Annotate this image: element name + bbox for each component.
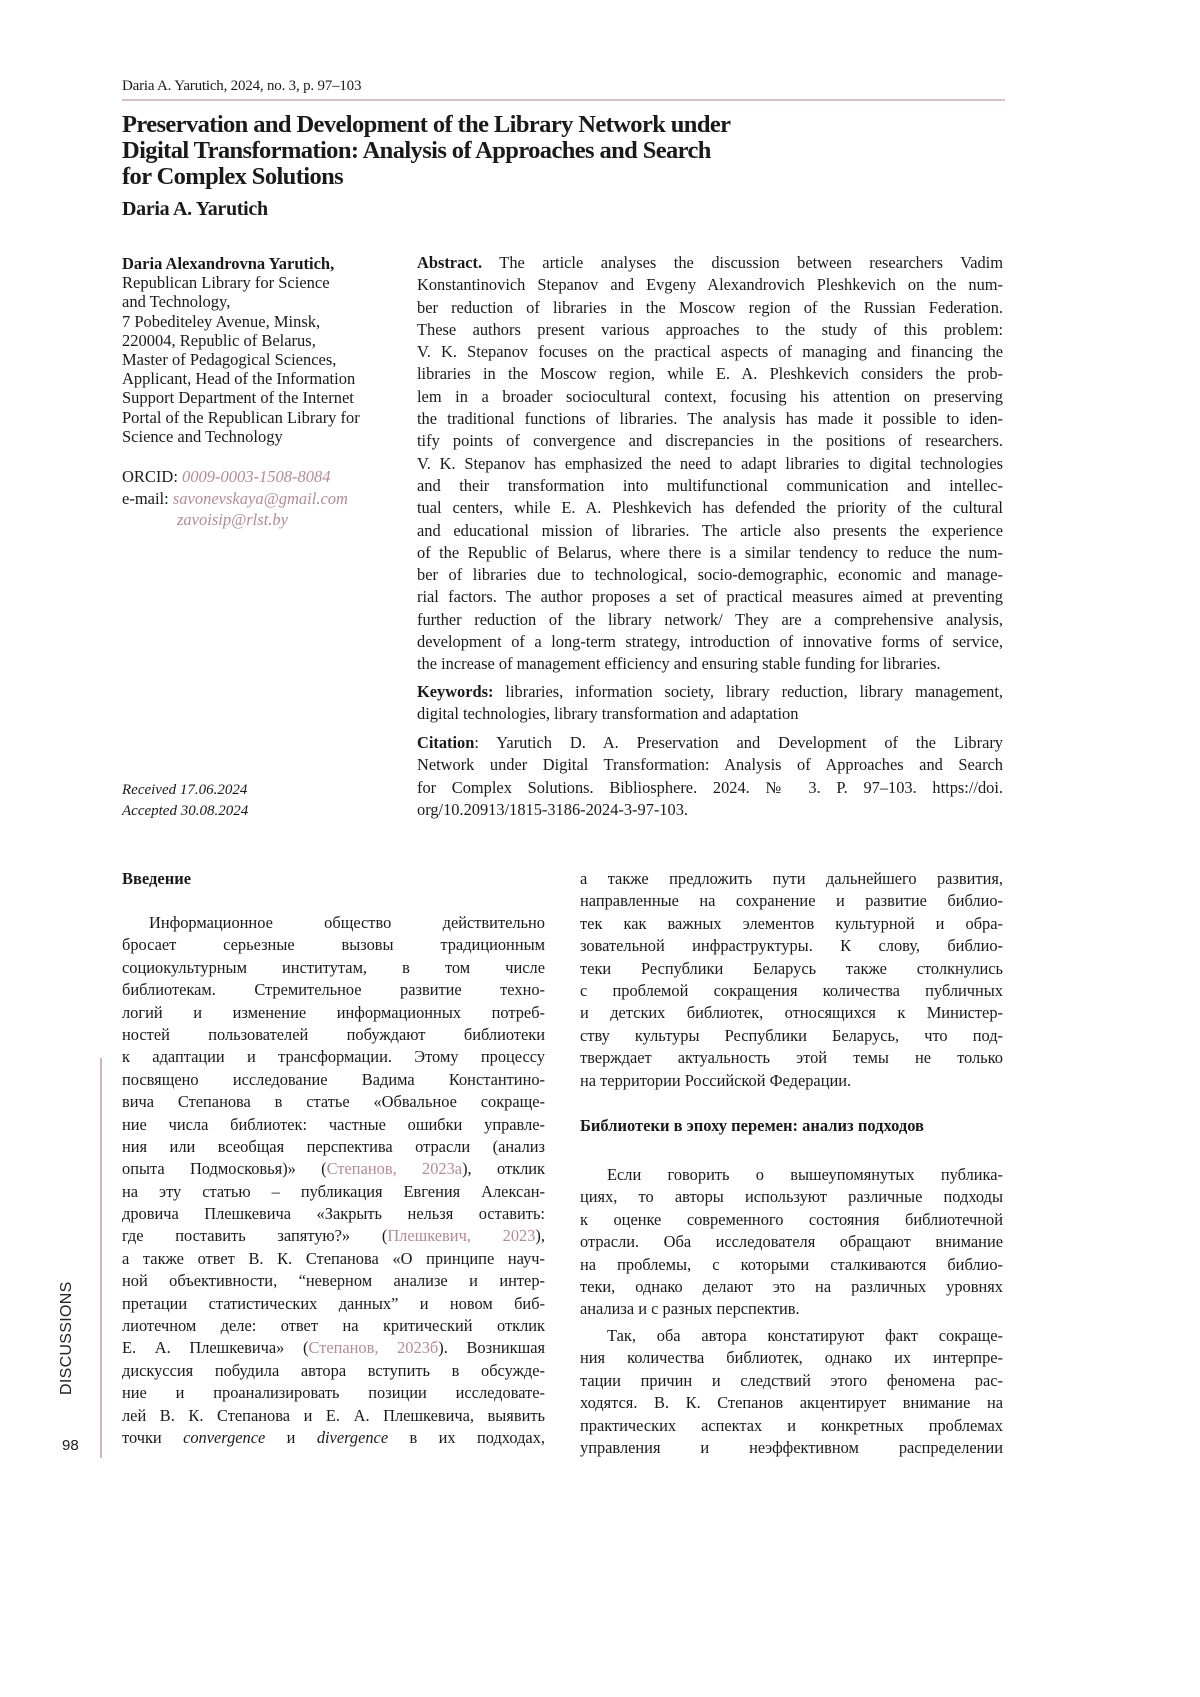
body-column-right-paragraph	[580, 1164, 1003, 1321]
text-segment: теки, однако делают это на различных уровнях	[580, 1277, 1003, 1296]
text-segment: ber reduction of libraries in the Moscow region of the Russian Federation.	[417, 298, 1003, 317]
text-segment: The article analyses the discussion between researchers Vadim	[482, 253, 1003, 272]
title-line: Preservation and Development of the Library Network under	[122, 112, 882, 138]
text-segment: the traditional functions of libraries. The analysis has made it possible to iden-	[417, 409, 1003, 428]
text-segment: ние числа библиотек: частные ошибки управле-	[122, 1115, 545, 1134]
text-line	[580, 1415, 1003, 1437]
text-line	[580, 1047, 1003, 1069]
affiliation-line: Republican Library for Science	[122, 273, 412, 292]
accepted-date: Accepted 30.08.2024	[122, 801, 248, 822]
text-segment: ния количества библиотек, однако их интерпре-	[580, 1348, 1003, 1367]
text-line	[417, 319, 1003, 341]
text-segment: and their transformation into multifunctional communication and intellec-	[417, 476, 1003, 495]
text-line	[580, 1002, 1003, 1024]
text-line	[122, 1114, 545, 1136]
text-segment: претации статистических данных” и новом биб-	[122, 1294, 545, 1313]
text-segment: tify points of convergence and discrepancies in the positions of researchers.	[417, 431, 1003, 450]
text-line	[580, 1325, 1003, 1347]
text-line	[580, 913, 1003, 935]
affiliation-line: Master of Pedagogical Sciences,	[122, 350, 412, 369]
text-line	[580, 1070, 1003, 1092]
text-segment: and educational mission of libraries. The article also presents the experience	[417, 521, 1003, 540]
sidebar-divider	[100, 1058, 102, 1458]
reference-link[interactable]: Степанов, 2023б	[308, 1338, 438, 1357]
text-segment: libraries in the Moscow region, while E. A. Pleshkevich considers the prob-	[417, 364, 1003, 383]
text-segment: управления и неэффективном распределении	[580, 1438, 1003, 1457]
text-line	[417, 653, 1003, 675]
text-line	[122, 1069, 545, 1091]
affiliation-line: Science and Technology	[122, 427, 412, 446]
text-segment: лей В. К. Степанова и Е. А. Плешкевича, выявить	[122, 1406, 545, 1425]
text-segment: бросает серьезные вызовы традиционным	[122, 935, 545, 954]
affiliation-line: Portal of the Republican Library for	[122, 408, 412, 427]
text-line	[122, 1293, 545, 1315]
text-segment: Konstantinovich Stepanov and Evgeny Alexandrovich Pleshkevich on the num-	[417, 275, 1003, 294]
body-column-right-paragraph	[580, 1325, 1003, 1459]
emphasis-text: divergence	[317, 1428, 388, 1447]
text-line	[417, 542, 1003, 564]
text-segment: теки Республики Беларусь также столкнулись	[580, 959, 1003, 978]
article-dates	[122, 780, 248, 821]
text-segment: циях, то авторы используют различные подходы	[580, 1187, 1003, 1206]
text-segment: и	[265, 1428, 317, 1447]
text-line	[580, 1298, 1003, 1320]
text-line	[580, 1347, 1003, 1369]
text-segment: digital technologies, library transformation and adaptation	[417, 704, 798, 723]
text-line	[122, 1270, 545, 1292]
section-heading-approaches: Библиотеки в эпоху перемен: анализ подходов	[580, 1116, 924, 1136]
text-segment: тек как важных элементов культурной и обра-	[580, 914, 1003, 933]
text-line	[122, 1337, 545, 1359]
body-column-right-paragraph	[580, 868, 1003, 1092]
text-segment: тации причин и следствий этого феномена рас-	[580, 1371, 1003, 1390]
text-segment: дровича Плешкевича «Закрыть нельзя оставить:	[122, 1204, 545, 1223]
text-segment: тверждает актуальность этой темы не только	[580, 1048, 1003, 1067]
text-line	[417, 799, 1003, 821]
email-link[interactable]: savonevskaya@gmail.com	[173, 489, 348, 508]
text-segment: libraries, information society, library reduction, library management,	[493, 682, 1003, 701]
text-line	[417, 453, 1003, 475]
text-line	[417, 681, 1003, 703]
text-segment: ). Возникшая	[438, 1338, 545, 1357]
section-label: DISCUSSIONS	[58, 1281, 76, 1395]
text-line	[580, 1209, 1003, 1231]
label-text: Abstract.	[417, 253, 482, 272]
email-label: e-mail:	[122, 489, 169, 508]
orcid-label: ORCID:	[122, 467, 178, 486]
page-number: 98	[62, 1437, 79, 1454]
text-segment: V. K. Stepanov focuses on the practical aspects of managing and financing the	[417, 342, 1003, 361]
text-segment: логий и изменение информационных потреб-	[122, 1003, 545, 1022]
section-heading-introduction: Введение	[122, 869, 191, 889]
affiliation-line: and Technology,	[122, 292, 412, 311]
text-line	[122, 957, 545, 979]
emphasis-text: convergence	[183, 1428, 265, 1447]
text-line	[417, 341, 1003, 363]
text-segment: development of a long-term strategy, introduction of innovative forms of service,	[417, 632, 1003, 651]
text-line	[580, 935, 1003, 957]
text-line	[122, 1360, 545, 1382]
text-segment: а также предложить пути дальнейшего развития,	[580, 869, 1003, 888]
text-line	[417, 363, 1003, 385]
text-line	[122, 1405, 545, 1427]
text-segment: на территории Российской Федерации.	[580, 1071, 851, 1090]
text-segment: практических аспектах и конкретных проблемах	[580, 1416, 1003, 1435]
affiliation-line: Support Department of the Internet	[122, 388, 412, 407]
reference-link[interactable]: Степанов, 2023а	[327, 1159, 462, 1178]
email-link[interactable]: zavoisip@rlst.by	[177, 510, 288, 529]
text-segment: посвящено исследование Вадима Константино-	[122, 1070, 545, 1089]
text-line	[580, 1164, 1003, 1186]
text-line	[417, 475, 1003, 497]
text-line	[122, 1427, 545, 1449]
title-line: for Complex Solutions	[122, 164, 882, 190]
text-line	[122, 1181, 545, 1203]
text-line	[580, 868, 1003, 890]
text-segment: с проблемой сокращения количества публичных	[580, 981, 1003, 1000]
text-segment: of the Republic of Belarus, where there is a similar tendency to reduce the num-	[417, 543, 1003, 562]
text-segment: Е. А. Плешкевича» (	[122, 1338, 308, 1357]
text-line	[122, 1248, 545, 1270]
text-line	[580, 1025, 1003, 1047]
author-full-name: Daria Alexandrovna Yarutich,	[122, 254, 334, 273]
keywords	[417, 681, 1003, 726]
text-segment: lem in a broader sociocultural context, focusing his attention on preserving	[417, 387, 1003, 406]
text-line	[417, 564, 1003, 586]
text-line	[417, 520, 1003, 542]
text-segment: for Complex Solutions. Bibliosphere. 2024. № 3. P. 97–103. https://doi.	[417, 778, 1003, 797]
text-segment: на проблемы, с которыми сталкиваются библио-	[580, 1255, 1003, 1274]
text-line	[417, 631, 1003, 653]
text-segment: отрасли. Оба исследователя обращают внимание	[580, 1232, 1003, 1251]
received-date: Received 17.06.2024	[122, 780, 248, 801]
text-segment: к оценке современного состояния библиотечной	[580, 1210, 1003, 1229]
text-line	[417, 586, 1003, 608]
body-column-left	[122, 912, 545, 1449]
text-segment: ние и проанализировать позиции исследовате-	[122, 1383, 545, 1402]
text-line	[122, 912, 545, 934]
text-segment: анализа и с разных перспектив.	[580, 1299, 800, 1318]
text-segment: зовательной инфраструктуры. К слову, библио-	[580, 936, 1003, 955]
text-segment: ), отклик	[462, 1159, 545, 1178]
text-segment: Network under Digital Transformation: Analysis of Approaches and Search	[417, 755, 1003, 774]
text-line	[122, 1024, 545, 1046]
text-line	[417, 408, 1003, 430]
text-segment: а также ответ В. К. Степанова «О принципе науч-	[122, 1249, 545, 1268]
reference-link[interactable]: Плешкевич, 2023	[387, 1226, 535, 1245]
affiliation-line: Applicant, Head of the Information	[122, 369, 412, 388]
text-segment: библиотекам. Стремительное развитие техно-	[122, 980, 545, 999]
text-line	[122, 1091, 545, 1113]
author-contacts	[122, 466, 348, 531]
text-line	[580, 890, 1003, 912]
affiliation-line: 7 Pobediteley Avenue, Minsk,	[122, 312, 412, 331]
text-segment: социокультурным институтам, в том числе	[122, 958, 545, 977]
text-line	[122, 1136, 545, 1158]
text-line	[580, 1276, 1003, 1298]
text-line	[580, 980, 1003, 1002]
text-line	[580, 1370, 1003, 1392]
text-line	[122, 934, 545, 956]
text-line	[122, 979, 545, 1001]
text-segment: the increase of management efficiency and ensuring stable funding for libraries.	[417, 654, 941, 673]
text-segment: где поставить запятую?» (	[122, 1226, 387, 1245]
text-segment: org/10.20913/1815-3186-2024-3-97-103.	[417, 800, 688, 819]
article-title	[122, 112, 882, 190]
text-line	[580, 1254, 1003, 1276]
text-line	[580, 1186, 1003, 1208]
text-segment: tual centers, while E. A. Pleshkevich has defended the priority of the cultural	[417, 498, 1003, 517]
text-segment: опыта Подмосковья)» (	[122, 1159, 327, 1178]
text-line	[417, 252, 1003, 274]
text-segment: Информационное общество действительно	[149, 913, 545, 932]
affiliation-line: 220004, Republic of Belarus,	[122, 331, 412, 350]
text-line	[417, 274, 1003, 296]
text-line	[417, 497, 1003, 519]
author-affiliation	[122, 254, 412, 446]
text-segment: V. K. Stepanov has emphasized the need to adapt libraries to digital technologies	[417, 454, 1003, 473]
text-segment: вича Степанова в статье «Обвальное сокраще-	[122, 1092, 545, 1111]
text-line	[417, 777, 1003, 799]
text-segment: further reduction of the library network/ They are a comprehensive analysis,	[417, 610, 1003, 629]
text-segment: ству культуры Республики Беларусь, что под-	[580, 1026, 1003, 1045]
text-line	[417, 754, 1003, 776]
header-rule	[122, 99, 1005, 101]
orcid-link[interactable]: 0009-0003-1508-8084	[182, 467, 330, 486]
text-segment: ной объективности, “неверном анализе и интер-	[122, 1271, 545, 1290]
text-line	[580, 1392, 1003, 1414]
text-segment: к адаптации и трансформации. Этому процессу	[122, 1047, 545, 1066]
abstract	[417, 252, 1003, 676]
text-line	[122, 1225, 545, 1247]
citation	[417, 732, 1003, 821]
text-line	[122, 1315, 545, 1337]
text-line	[580, 1231, 1003, 1253]
text-line	[122, 1002, 545, 1024]
text-segment: точки	[122, 1428, 183, 1447]
text-line	[122, 1382, 545, 1404]
text-line	[580, 1437, 1003, 1459]
running-head: Daria A. Yarutich, 2024, no. 3, p. 97–103	[122, 78, 361, 95]
text-line	[417, 386, 1003, 408]
text-segment: : Yarutich D. A. Preservation and Development of the Library	[474, 733, 1003, 752]
text-segment: ностей пользователей побуждают библиотеки	[122, 1025, 545, 1044]
text-segment: направленные на сохранение и развитие библио-	[580, 891, 1003, 910]
text-line	[417, 732, 1003, 754]
text-line	[417, 609, 1003, 631]
text-segment: на эту статью – публикация Евгения Алексан-	[122, 1182, 545, 1201]
text-segment: в их подходах,	[388, 1428, 545, 1447]
text-line	[417, 703, 1003, 725]
label-text: Citation	[417, 733, 474, 752]
text-line	[417, 430, 1003, 452]
text-line	[122, 1203, 545, 1225]
text-segment: ),	[535, 1226, 545, 1245]
text-segment: дискуссия побудила автора вступить в обсужде-	[122, 1361, 545, 1380]
text-segment: rial factors. The author proposes a set of practical measures aimed at preventing	[417, 587, 1003, 606]
text-segment: и детских библиотек, относящихся к Министер-	[580, 1003, 1003, 1022]
text-segment: Так, оба автора констатируют факт сокраще-	[607, 1326, 1003, 1345]
text-segment: лиотечном деле: ответ на критический отклик	[122, 1316, 545, 1335]
text-segment: These authors present various approaches to the study of this problem:	[417, 320, 1003, 339]
text-line	[417, 297, 1003, 319]
text-segment: ния или всеобщая перспектива отрасли (анализ	[122, 1137, 545, 1156]
text-segment: ходятся. В. К. Степанов акцентирует внимание на	[580, 1393, 1003, 1412]
label-text: Keywords:	[417, 682, 493, 701]
text-line	[122, 1158, 545, 1180]
text-segment: ber of libraries due to technological, socio-demographic, economic and manage-	[417, 565, 1003, 584]
text-line	[122, 1046, 545, 1068]
title-line: Digital Transformation: Analysis of Approaches and Search	[122, 138, 882, 164]
author-name: Daria A. Yarutich	[122, 198, 268, 221]
text-line	[580, 958, 1003, 980]
text-segment: Если говорить о вышеупомянутых публика-	[607, 1165, 1003, 1184]
